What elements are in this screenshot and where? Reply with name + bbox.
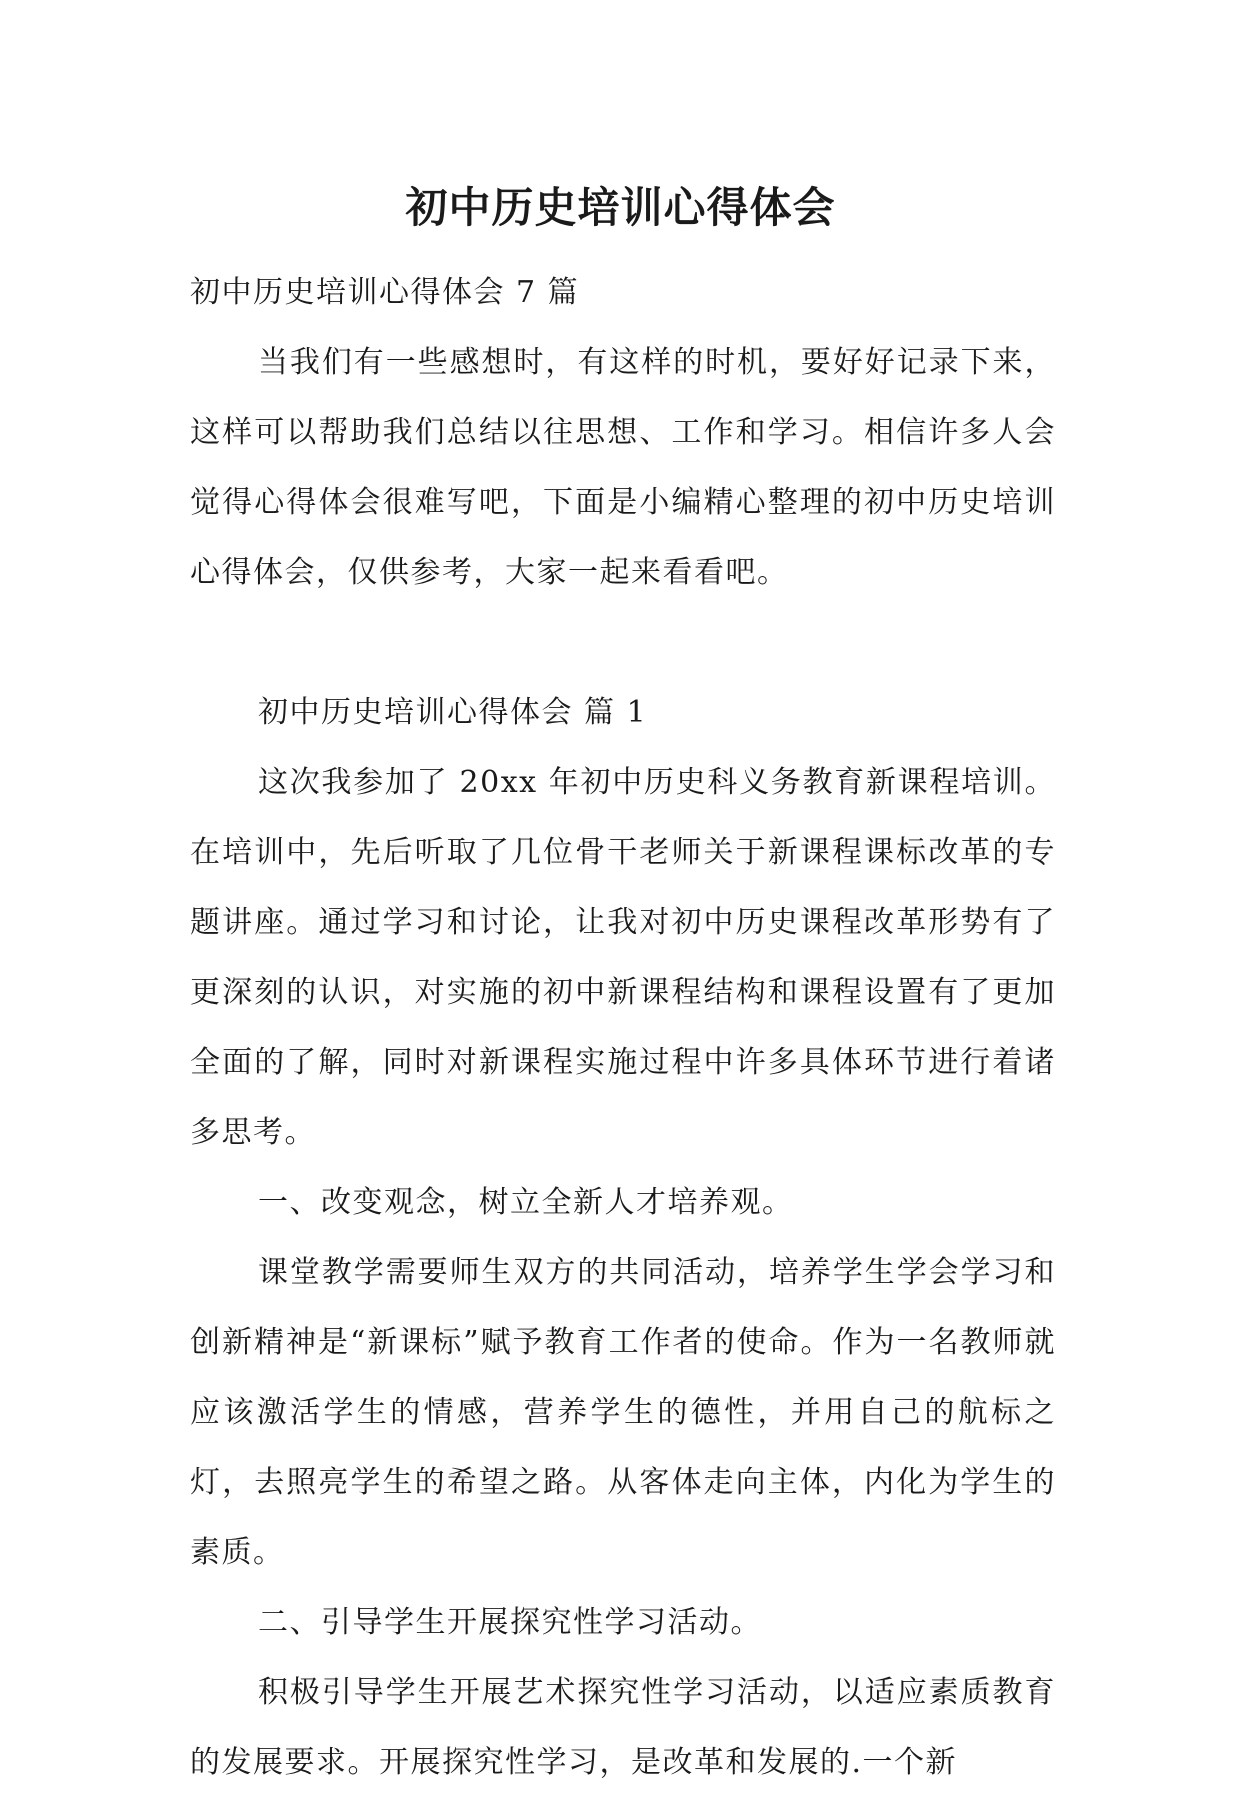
point-heading-2: 二、引导学生开展探究性学习活动。 xyxy=(258,1605,762,1640)
document-body xyxy=(190,258,1056,1798)
body-paragraph: 课堂教学需要师生双方的共同活动，培养学生学会学习和创新精神是“新课标”赋予教育工作者的使命。作为一名教师就应该激活学生的情感，营养学生的德性，并用自己的航标之灯，去照亮学生的希望之路。从客体走向主体，内化为学生的素质。 xyxy=(190,1255,1056,1570)
body-paragraph: 这次我参加了 20xx 年初中历史科义务教育新课程培训。在培训中，先后听取了几位骨干老师关于新课程课标改革的专题讲座。通过学习和讨论，让我对初中历史课程改革形势有了更深刻的认识，对实施的初中新课程结构和课程设置有了更加全面的了解，同时对新课程实施过程中许多具体环节进行着诸多思考。 xyxy=(190,765,1056,1150)
body-paragraph: 积极引导学生开展艺术探究性学习活动，以适应素质教育的发展要求。开展探究性学习，是改革和发展的.一个新 xyxy=(190,1675,1056,1780)
document-subtitle: 初中历史培训心得体会 7 篇 xyxy=(190,275,580,310)
document-title: 初中历史培训心得体会 xyxy=(405,183,836,233)
intro-paragraph: 当我们有一些感想时，有这样的时机，要好好记录下来，这样可以帮助我们总结以往思想、工作和学习。相信许多人会觉得心得体会很难写吧，下面是小编精心整理的初中历史培训心得体会，仅供参考，大家一起来看看吧。 xyxy=(190,345,1056,590)
section-heading: 初中历史培训心得体会 篇 1 xyxy=(258,695,648,730)
point-heading-1: 一、改变观念，树立全新人才培养观。 xyxy=(258,1185,794,1220)
